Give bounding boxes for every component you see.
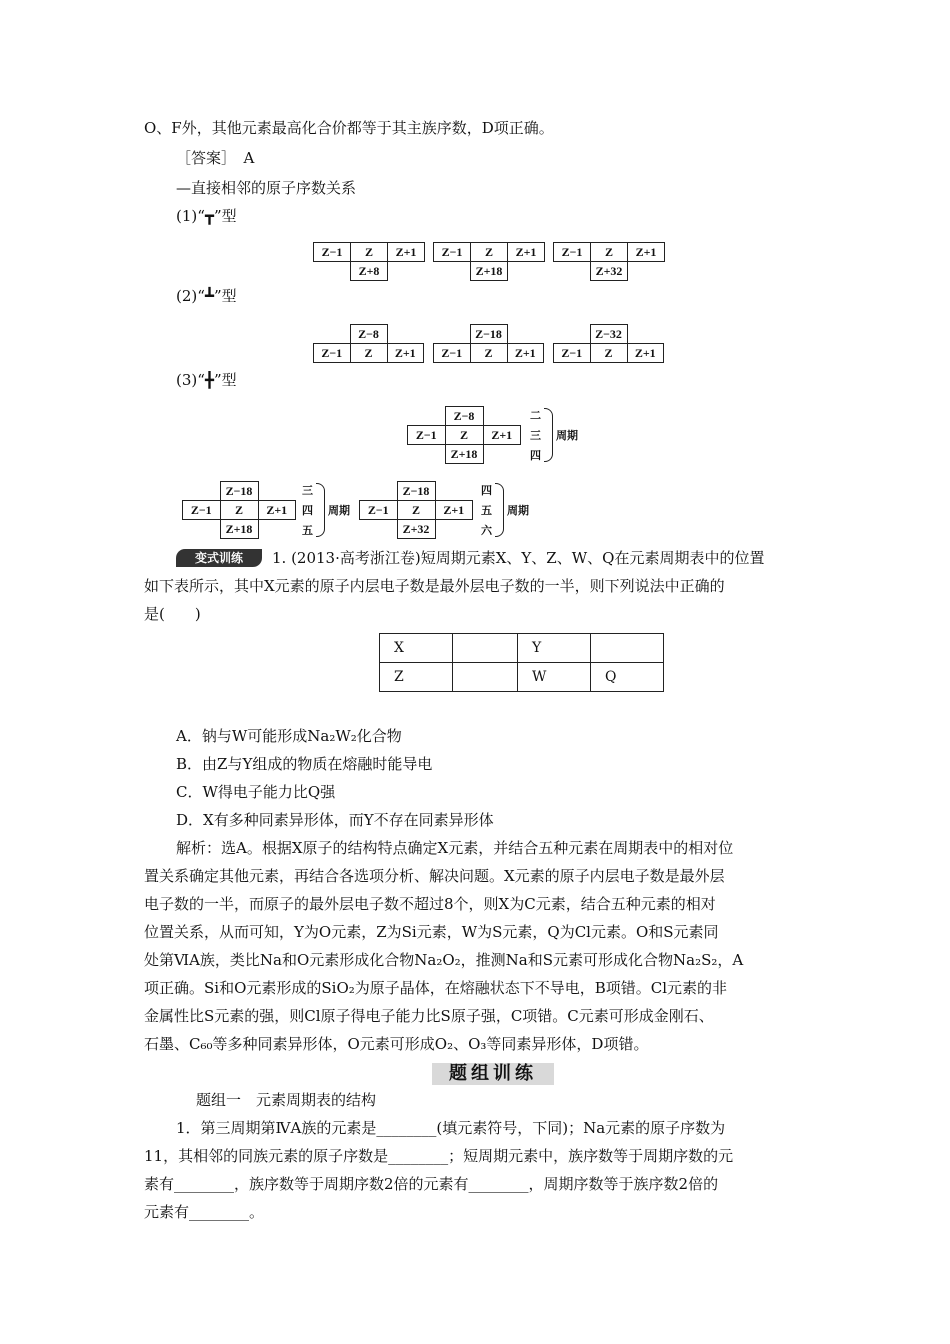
cell: Z+8 [351,262,388,281]
analysis-line: 处第ⅥA族，类比Na和O元素形成化合物Na₂O₂，推测Na和S元素可形成化合物Na₂S₂，A [144,951,744,969]
type1-label: (1)“┳”型 [176,207,237,225]
cell: Z−1 [314,243,351,262]
cell: Z+18 [220,520,258,539]
cell: Z−1 [434,344,471,363]
period-label: 二 [530,409,541,422]
table-cell: X [380,634,453,663]
period-text: 周期 [328,504,350,517]
question-line: 1．第三周期第ⅣA族的元素是________(填元素符号，下同)；Na元素的原子序数为 [176,1119,726,1137]
cell: Z+1 [435,501,473,520]
answer-line: ［答案］ A [176,149,255,167]
cell: Z+32 [397,520,435,539]
question-line: 如下表所示，其中X元素的原子内层电子数是最外层电子数的一半，则下列说法中正确的 [144,577,725,595]
cell: Z−18 [220,482,258,501]
cell: Z+18 [471,262,508,281]
cell: Z+32 [591,262,628,281]
period-label: 六 [481,524,492,537]
cell: Z [351,243,388,262]
cell: Z−1 [183,501,221,520]
analysis-line: 解析：选A。根据X原子的结构特点确定X元素，并结合五种元素在周期表中的相对位 [176,839,734,857]
period-label: 四 [530,449,541,462]
question-line: 11，其相邻的同族元素的原子序数是________；短周期元素中，族序数等于周期序数的元 [144,1147,734,1165]
adjacency-title: —直接相邻的原子序数关系 [176,179,357,197]
cell: Z [591,243,628,262]
table-cell [591,634,664,663]
analysis-line: 电子数的一半，而原子的最外层电子数不超过8个，则X为C元素，结合五种元素的相对 [144,895,716,913]
cell: Z+1 [507,344,544,363]
type3-label: (3)“╋”型 [176,371,237,389]
period-label: 三 [530,429,541,442]
type2-table-3 [553,324,664,363]
type1-table-2 [433,242,545,281]
option-c: C．W得电子能力比Q强 [176,783,336,801]
question-line: 元素有________。 [144,1203,265,1221]
cell: Z+1 [387,344,424,363]
cell: Z−18 [397,482,435,501]
cell: Z−1 [554,344,591,363]
type3-table-3 [359,481,473,539]
period-text: 周期 [556,429,578,442]
table-cell: Q [591,663,664,692]
cell: Z+1 [508,243,545,262]
group-heading: 题组一 元素周期表的结构 [196,1091,377,1109]
cell: Z [470,344,507,363]
cell: Z+18 [445,445,483,464]
cell: Z−8 [350,325,387,344]
cell: Z−32 [590,325,627,344]
cell: Z−8 [445,407,483,426]
cell: Z−1 [408,426,446,445]
type2-table-2 [433,324,544,363]
cell: Z−1 [314,344,351,363]
cell: Z−1 [554,243,591,262]
cell: Z+1 [628,243,665,262]
type1-table-3 [553,242,665,281]
analysis-line: 置关系确定其他元素，再结合各选项分析、解决问题。X元素的原子内层电子数是最外层 [144,867,725,885]
type2-label: (2)“┻”型 [176,287,237,305]
analysis-line: 项正确。Si和O元素形成的SiO₂为原子晶体，在熔融状态下不导电，B项错。Cl元素的非 [144,979,728,997]
table-cell [453,634,518,663]
analysis-line: 位置关系，从而可知，Y为O元素，Z为Si元素，W为S元素，Q为Cl元素。O和S元素同 [144,923,719,941]
cell: Z [350,344,387,363]
option-a: A．钠与W可能形成Na₂W₂化合物 [176,727,402,745]
period-brace-2 [302,481,362,541]
period-label: 三 [302,484,313,497]
table-cell: Y [518,634,591,663]
question-line: 素有________，族序数等于周期序数2倍的元素有________，周期序数等于族序数2倍的 [144,1175,719,1193]
period-label: 五 [481,504,492,517]
cell: Z−1 [434,243,471,262]
cell: Z [397,501,435,520]
analysis-line: 金属性比S元素的强，则Cl原子得电子能力比S原子强，C项错。C元素可形成金刚石、 [144,1007,714,1025]
table-cell [453,663,518,692]
section-title: 题组训练 [432,1063,554,1085]
table-cell: Z [380,663,453,692]
question-line: 1. (2013·高考浙江卷)短周期元素X、Y、Z、W、Q在元素周期表中的位置 [272,549,765,567]
cell: Z [445,426,483,445]
period-brace-1 [530,406,590,466]
cell: Z [471,243,508,262]
period-text: 周期 [507,504,529,517]
cell: Z−1 [360,501,398,520]
cell: Z−18 [470,325,507,344]
period-brace-3 [481,481,541,541]
period-label: 五 [302,524,313,537]
table-cell: W [518,663,591,692]
cell: Z+1 [258,501,296,520]
option-b: B．由Z与Y组成的物质在熔融时能导电 [176,755,433,773]
cell: Z [590,344,627,363]
intro-line: O、F外，其他元素最高化合价都等于其主族序数，D项正确。 [144,119,554,137]
period-label: 四 [481,484,492,497]
type2-table-1 [313,324,424,363]
exercise-badge: 变式训练 [176,549,262,567]
cell: Z [220,501,258,520]
type3-table-2 [182,481,296,539]
cell: Z+1 [483,426,521,445]
question-line: 是( ) [144,605,201,623]
type3-table-1 [407,406,521,464]
cell: Z+1 [627,344,664,363]
cell: Z+1 [388,243,425,262]
option-d: D．X有多种同素异形体，而Y不存在同素异形体 [176,811,494,829]
element-position-table [379,633,664,692]
analysis-line: 石墨、C₆₀等多种同素异形体，O元素可形成O₂、O₃等同素异形体，D项错。 [144,1035,649,1053]
period-label: 四 [302,504,313,517]
type1-table-1 [313,242,425,281]
